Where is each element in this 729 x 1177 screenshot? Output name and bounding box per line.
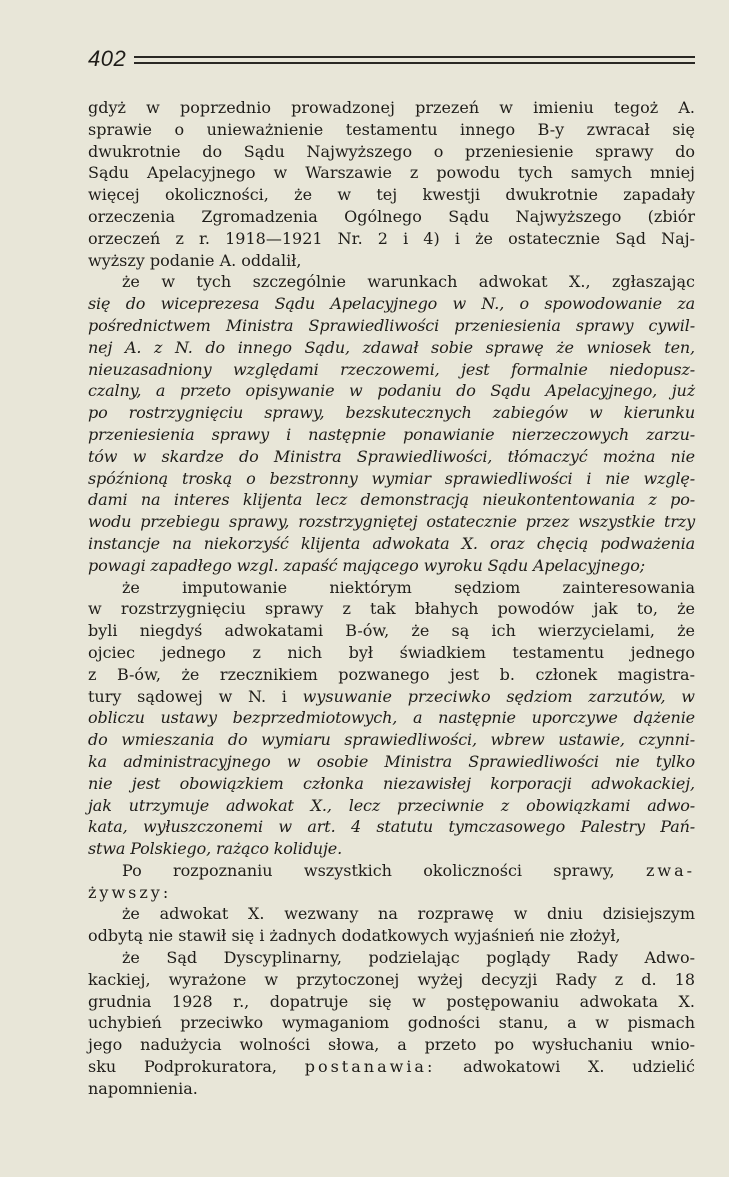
text-line: byli niegdyś adwokatami B-ów, że są ich wierzycielami, że	[88, 621, 695, 641]
text-line: kackiej, wyrażone w przytoczonej wyżej decyzji Rady z d. 18	[88, 969, 695, 989]
text-line: gdyż w poprzednio prowadzonej przezeń w imieniu tegoż A.	[88, 98, 695, 117]
text-segment: tury sądowej w N. i	[88, 686, 287, 706]
text-segment: sku Podprokuratora,	[88, 1057, 277, 1077]
text-line: że adwokat X. wezwany na rozprawę w dniu dzisiejszym	[122, 904, 695, 924]
text-line: nej A. z N. do innego Sądu, zdawał sobie sprawę że wniosek ten,	[88, 337, 695, 357]
text-line: z B-ów, że rzecznikiem pozwanego jest b. członek magistra-	[88, 664, 695, 684]
body-text	[88, 97, 695, 1100]
text-line: wyższy podanie A. oddalił,	[88, 250, 302, 270]
text-line: dami na interes klijenta lecz demonstracją nieukontentowania z po-	[88, 490, 695, 510]
page-number: 402	[88, 46, 127, 71]
text-line: jego nadużycia wolności słowa, a przeto po wysłuchaniu wnio-	[88, 1035, 695, 1055]
text-line: że w tych szczególnie warunkach adwokat X., zgłaszając	[122, 272, 695, 292]
text-line: do wmieszania do wymiaru sprawiedliwości, wbrew ustawie, czynni-	[88, 730, 695, 750]
text-line: instancje na niekorzyść klijenta adwokata X. oraz chęcią podważenia	[88, 533, 695, 553]
text-line: uchybień przeciwko wymaganiom godności stanu, a w pismach	[88, 1013, 695, 1033]
text-line: czalny, a przeto opisywanie w podaniu do Sądu Apelacyjnego, już	[88, 381, 695, 401]
text-line: spóźnioną troską o bezstronny wymiar sprawiedliwości i nie wzglę-	[88, 468, 695, 488]
text-line: kata, wyłuszczonemi w art. 4 statutu tymczasowego Palestry Pań-	[88, 817, 695, 837]
text-line: orzeczeń z r. 1918—1921 Nr. 2 i 4) i że ostatecznie Sąd Naj-	[88, 228, 695, 248]
text-line: grudnia 1928 r., dopatruje się w postępowaniu adwokata X.	[88, 991, 695, 1011]
text-line: więcej okoliczności, że w tej kwestji dwukrotnie zapadały	[88, 185, 695, 205]
text-line	[88, 686, 695, 708]
text-line: przeniesienia sprawy i następnie ponawianie nierzeczowych zarzu-	[88, 424, 695, 444]
text-line: się do wiceprezesa Sądu Apelacyjnego w N., o spowodowanie za	[88, 294, 695, 314]
header-rule	[134, 56, 695, 58]
text-line: nieuzasadniony względami rzeczowemi, jest formalnie niedopusz-	[88, 359, 695, 379]
spaced-word: zwa-	[645, 860, 696, 880]
text-line: obliczu ustawy bezprzedmiotowych, a następnie uporczywe dążenie	[88, 708, 695, 728]
text-line: że Sąd Dyscyplinarny, podzielając poglądy Rady Adwo-	[122, 948, 695, 968]
text-line: wodu przebiegu sprawy, rozstrzygniętej ostatecznie przez wszystkie trzy	[88, 512, 695, 532]
text-line: tów w skardze do Ministra Sprawiedliwości, tłómaczyć można nie	[88, 446, 695, 466]
text-line: powagi zapadłego wzgl. zapaść mającego wyroku Sądu Apelacyjnego;	[88, 555, 645, 575]
page-header	[88, 46, 695, 76]
text-line: ojciec jednego z nich był świadkiem testamentu jednego	[88, 642, 695, 662]
text-line: nie jest obowiązkiem członka niezawisłej korporacji adwokackiej,	[88, 773, 695, 793]
text-line: jak utrzymuje adwokat X., lecz przeciwnie z obowiązkami adwo-	[88, 795, 695, 815]
text-line: stwa Polskiego, rażąco koliduje.	[88, 839, 343, 859]
text-line: że imputowanie niektórym sędziom zainteresowania	[122, 577, 695, 597]
text-segment: Po rozpoznaniu wszystkich okoliczności sprawy,	[122, 860, 615, 880]
text-line: dwukrotnie do Sądu Najwyższego o przeniesienie sprawy do	[88, 141, 695, 161]
text-line: ka administracyjnego w osobie Ministra Sprawiedliwości nie tylko	[88, 751, 695, 771]
italic-segment: wysuwanie przeciwko sędziom zarzutów, w	[302, 686, 696, 706]
text-line: żywszy:	[88, 882, 172, 902]
spaced-word: postanawia:	[304, 1057, 436, 1077]
text-line: odbytą nie stawił się i żadnych dodatkowych wyjaśnień nie złożył,	[88, 926, 621, 946]
text-line: pośrednictwem Ministra Sprawiedliwości przeniesienia sprawy cywil-	[88, 315, 695, 335]
text-line	[88, 1056, 695, 1078]
text-segment: adwokatowi X. udzielić	[463, 1057, 695, 1077]
text-line: Sądu Apelacyjnego w Warszawie z powodu tych samych mniej	[88, 163, 695, 183]
text-line: po rostrzygnięciu sprawy, bezskutecznych zabiegów w kierunku	[88, 403, 695, 423]
text-line: napomnienia.	[88, 1078, 198, 1098]
text-line: sprawie o unieważnienie testamentu innego B-y zwracał się	[88, 119, 695, 139]
text-line	[88, 860, 695, 882]
text-line: w rozstrzygnięciu sprawy z tak błahych powodów jak to, że	[88, 599, 695, 619]
text-line: orzeczenia Zgromadzenia Ogólnego Sądu Najwyższego (zbiór	[88, 206, 695, 226]
header-rule	[134, 62, 695, 64]
